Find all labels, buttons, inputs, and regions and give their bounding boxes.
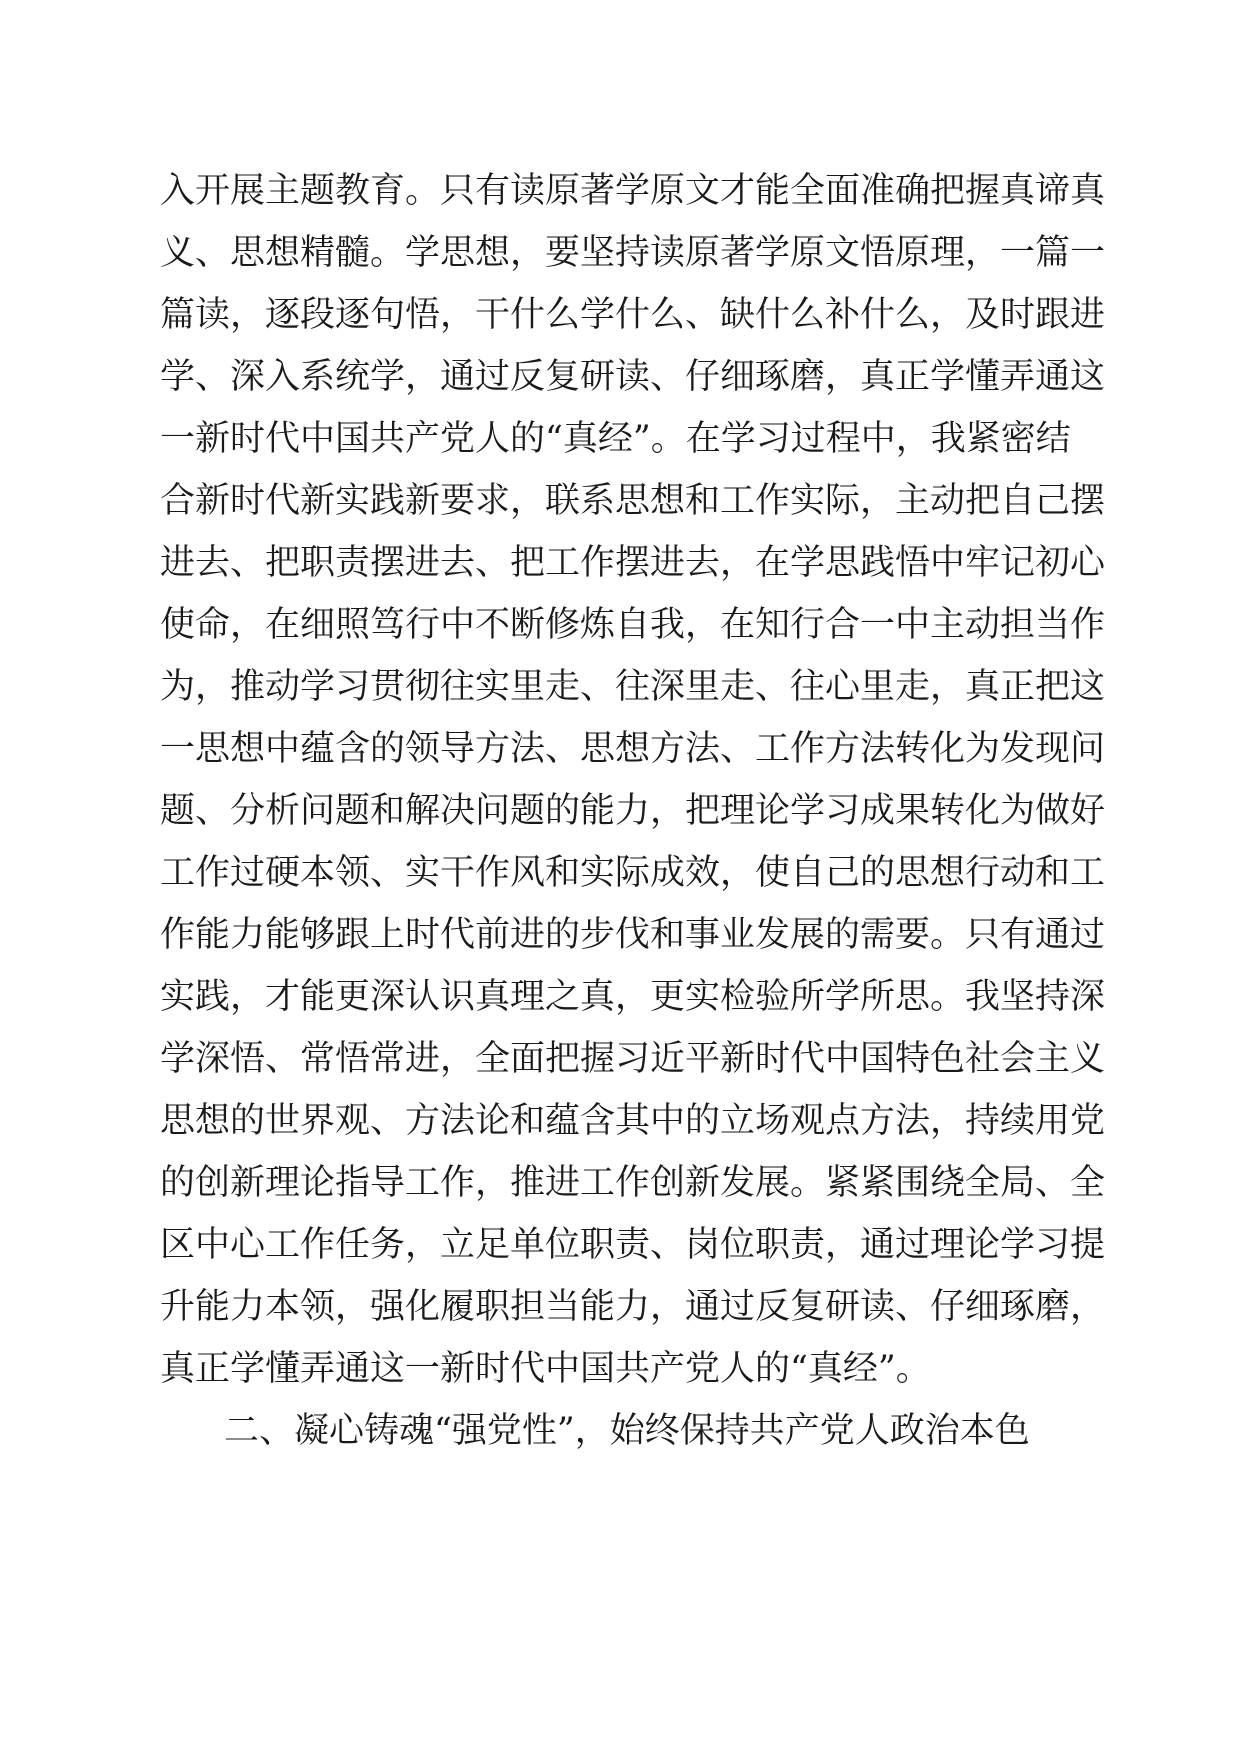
paragraph-line: 篇读，逐段逐句悟，干什么学什么、缺什么补什么，及时跟进: [160, 295, 1106, 335]
paragraph-line: 工作过硬本领、实干作风和实际成效，使自己的思想行动和工: [160, 853, 1106, 893]
paragraph-line: 区中心工作任务，立足单位职责、岗位职责，通过理论学习提: [160, 1225, 1106, 1265]
paragraph-line: 题、分析问题和解决问题的能力，把理论学习成果转化为做好: [160, 791, 1106, 831]
paragraph-line: 合新时代新实践新要求，联系思想和工作实际，主动把自己摆: [160, 481, 1106, 521]
paragraph-line: 学、深入系统学，通过反复研读、仔细琢磨，真正学懂弄通这: [160, 357, 1106, 397]
paragraph-line: 为，推动学习贯彻往实里走、往深里走、往心里走，真正把这: [160, 667, 1106, 707]
paragraph-line: 作能力能够跟上时代前进的步伐和事业发展的需要。只有通过: [160, 915, 1106, 955]
paragraph-line: 升能力本领，强化履职担当能力，通过反复研读、仔细琢磨，: [160, 1287, 1106, 1327]
paragraph-line: 学深悟、常悟常进，全面把握习近平新时代中国特色社会主义: [160, 1039, 1106, 1079]
paragraph-line: 实践，才能更深认识真理之真，更实检验所学所思。我坚持深: [160, 977, 1106, 1017]
paragraph-line: 义、思想精髓。学思想，要坚持读原著学原文悟原理，一篇一: [160, 233, 1106, 273]
paragraph-line: 思想的世界观、方法论和蕴含其中的立场观点方法，持续用党: [160, 1101, 1106, 1141]
paragraph-line: 一新时代中国共产党人的“真经”。在学习过程中，我紧密结: [160, 419, 1071, 459]
section-heading: 二、凝心铸魂“强党性”，始终保持共产党人政治本色: [224, 1411, 1030, 1451]
paragraph-line: 进去、把职责摆进去、把工作摆进去，在学思践悟中牢记初心: [160, 543, 1106, 583]
paragraph-line: 真正学懂弄通这一新时代中国共产党人的“真经”。: [160, 1349, 931, 1389]
paragraph-line: 使命，在细照笃行中不断修炼自我，在知行合一中主动担当作: [160, 605, 1106, 645]
paragraph-line: 的创新理论指导工作，推进工作创新发展。紧紧围绕全局、全: [160, 1163, 1106, 1203]
paragraph-line: 入开展主题教育。只有读原著学原文才能全面准确把握真谛真: [160, 171, 1106, 211]
paragraph-line: 一思想中蕴含的领导方法、思想方法、工作方法转化为发现问: [160, 729, 1106, 769]
